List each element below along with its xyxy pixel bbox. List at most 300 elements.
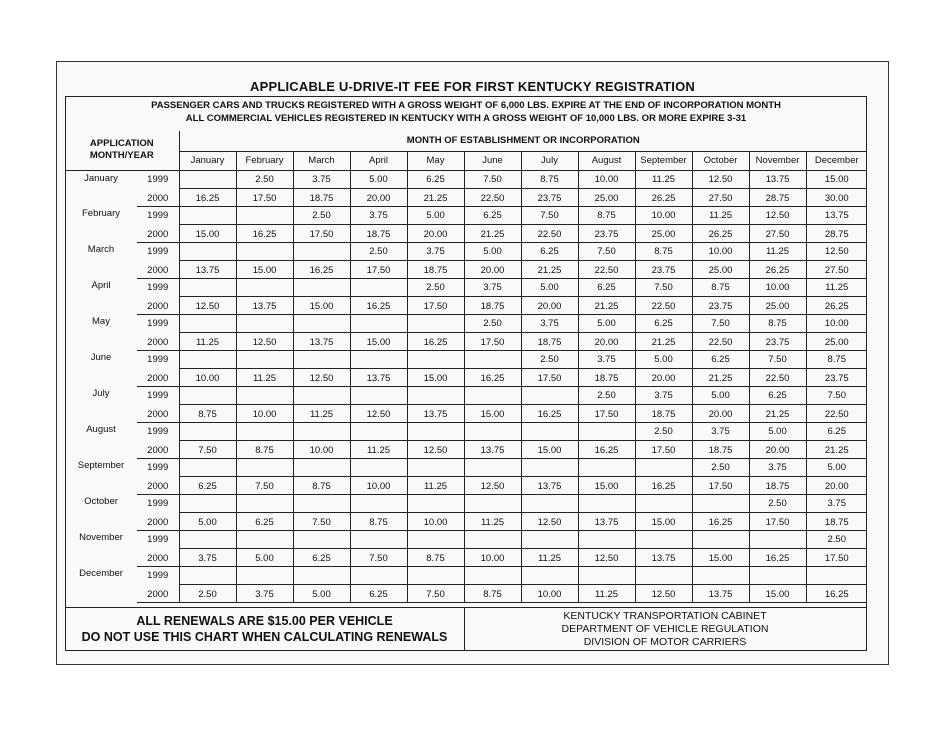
application-year: 2000 xyxy=(137,440,179,458)
fee-cell xyxy=(179,386,236,404)
fee-cell: 12.50 xyxy=(578,548,635,566)
fee-cell: 16.25 xyxy=(521,404,578,422)
fee-cell: 21.25 xyxy=(635,332,692,350)
fee-cell: 3.75 xyxy=(806,494,867,512)
fee-cell: 13.75 xyxy=(293,332,350,350)
fee-cell: 5.00 xyxy=(179,512,236,530)
fee-cell: 3.75 xyxy=(749,458,806,476)
month-year-label: MONTH/YEAR xyxy=(89,150,154,162)
table-row-june-1999 xyxy=(65,350,867,368)
fee-cell xyxy=(692,530,749,548)
application-year: 2000 xyxy=(137,224,179,242)
table-row-may-1999 xyxy=(65,314,867,332)
fee-cell: 28.75 xyxy=(806,224,867,242)
fee-cell: 16.25 xyxy=(578,440,635,458)
fee-cell: 20.00 xyxy=(350,188,407,206)
fee-cell xyxy=(578,422,635,440)
fee-cell xyxy=(293,494,350,512)
fee-cell: 10.00 xyxy=(806,314,867,332)
fee-cell: 12.50 xyxy=(635,584,692,602)
fee-cell: 8.75 xyxy=(179,404,236,422)
fee-cell xyxy=(179,422,236,440)
fee-cell: 7.50 xyxy=(578,242,635,260)
fee-cell: 11.25 xyxy=(521,548,578,566)
fee-cell: 2.50 xyxy=(407,278,464,296)
table-row-november-1999 xyxy=(65,530,867,548)
fee-cell: 16.25 xyxy=(749,548,806,566)
fee-cell xyxy=(521,494,578,512)
fee-cell: 25.00 xyxy=(635,224,692,242)
fee-cell: 18.75 xyxy=(350,224,407,242)
fee-cell: 8.75 xyxy=(692,278,749,296)
fee-cell: 13.75 xyxy=(179,260,236,278)
fee-cell: 16.25 xyxy=(692,512,749,530)
fee-cell xyxy=(806,566,867,584)
fee-cell: 11.25 xyxy=(350,440,407,458)
fee-cell: 11.25 xyxy=(293,404,350,422)
month-header-july: July xyxy=(521,151,578,170)
fee-cell xyxy=(293,350,350,368)
fee-cell: 12.50 xyxy=(179,296,236,314)
fee-cell xyxy=(407,350,464,368)
fee-cell xyxy=(635,530,692,548)
fee-cell: 18.75 xyxy=(293,188,350,206)
fee-cell: 12.50 xyxy=(521,512,578,530)
fee-cell xyxy=(236,278,293,296)
fee-cell: 13.75 xyxy=(350,368,407,386)
fee-cell: 7.50 xyxy=(179,440,236,458)
fee-cell: 15.00 xyxy=(350,332,407,350)
fee-cell xyxy=(236,314,293,332)
fee-cell: 7.50 xyxy=(749,350,806,368)
fee-cell: 27.50 xyxy=(692,188,749,206)
fee-cell xyxy=(293,386,350,404)
application-year: 1999 xyxy=(137,242,179,260)
fee-cell xyxy=(293,530,350,548)
fee-cell xyxy=(635,458,692,476)
fee-cell: 10.00 xyxy=(521,584,578,602)
fee-cell: 20.00 xyxy=(578,332,635,350)
fee-cell: 11.25 xyxy=(407,476,464,494)
application-year: 2000 xyxy=(137,584,179,602)
fee-cell xyxy=(350,278,407,296)
fee-cell xyxy=(578,530,635,548)
application-year: 1999 xyxy=(137,314,179,332)
fee-cell: 5.00 xyxy=(806,458,867,476)
fee-cell: 5.00 xyxy=(350,170,407,188)
fee-cell: 18.75 xyxy=(407,260,464,278)
fee-cell: 17.50 xyxy=(635,440,692,458)
table-row-january-1999 xyxy=(65,170,867,188)
table-row-august-2000 xyxy=(65,440,867,458)
fee-cell: 10.00 xyxy=(179,368,236,386)
table-row-august-1999 xyxy=(65,422,867,440)
month-header-march: March xyxy=(293,151,350,170)
fee-cell: 15.00 xyxy=(578,476,635,494)
fee-cell xyxy=(521,458,578,476)
fee-cell: 15.00 xyxy=(749,584,806,602)
fee-cell xyxy=(179,206,236,224)
fee-cell xyxy=(179,530,236,548)
fee-cell: 12.50 xyxy=(350,404,407,422)
fee-cell xyxy=(464,350,521,368)
fee-cell: 13.75 xyxy=(407,404,464,422)
application-year: 1999 xyxy=(137,566,179,584)
fee-cell: 13.75 xyxy=(464,440,521,458)
fee-cell xyxy=(236,458,293,476)
fee-cell: 20.00 xyxy=(521,296,578,314)
fee-cell xyxy=(350,314,407,332)
fee-cell xyxy=(521,530,578,548)
application-year: 1999 xyxy=(137,206,179,224)
fee-cell: 7.50 xyxy=(350,548,407,566)
application-year: 2000 xyxy=(137,368,179,386)
application-month-november: November xyxy=(79,532,123,543)
fee-cell xyxy=(293,566,350,584)
fee-cell xyxy=(635,566,692,584)
fee-cell: 18.75 xyxy=(578,368,635,386)
page-title: APPLICABLE U-DRIVE-IT FEE FOR FIRST KENTUCKY REGISTRATION xyxy=(250,79,695,94)
fee-cell xyxy=(350,566,407,584)
application-label: APPLICATION xyxy=(89,138,154,150)
fee-cell: 2.50 xyxy=(236,170,293,188)
intro-text xyxy=(65,100,867,125)
application-month-april: April xyxy=(91,280,111,291)
fee-cell: 23.75 xyxy=(578,224,635,242)
fee-cell: 10.00 xyxy=(578,170,635,188)
fee-cell: 3.75 xyxy=(407,242,464,260)
month-of-establishment-header: MONTH OF ESTABLISHMENT OR INCORPORATION xyxy=(179,131,867,151)
fee-cell: 16.25 xyxy=(464,368,521,386)
fee-cell: 8.75 xyxy=(350,512,407,530)
fee-cell: 3.75 xyxy=(635,386,692,404)
month-header-october: October xyxy=(692,151,749,170)
fee-cell: 16.25 xyxy=(407,332,464,350)
fee-cell: 6.25 xyxy=(236,512,293,530)
fee-cell: 13.75 xyxy=(521,476,578,494)
fee-cell: 17.50 xyxy=(407,296,464,314)
fee-cell: 11.25 xyxy=(464,512,521,530)
fee-cell: 15.00 xyxy=(635,512,692,530)
fee-cell: 2.50 xyxy=(521,350,578,368)
renewal-notice xyxy=(65,608,465,651)
fee-cell: 17.50 xyxy=(692,476,749,494)
fee-cell xyxy=(407,386,464,404)
fee-cell: 13.75 xyxy=(749,170,806,188)
month-header-december: December xyxy=(806,151,867,170)
issuer-block xyxy=(465,608,865,653)
fee-cell: 6.25 xyxy=(179,476,236,494)
fee-cell xyxy=(578,458,635,476)
fee-cell: 10.00 xyxy=(749,278,806,296)
table-row-february-1999 xyxy=(65,206,867,224)
fee-cell xyxy=(236,386,293,404)
fee-cell: 8.75 xyxy=(464,584,521,602)
fee-cell: 25.00 xyxy=(692,260,749,278)
fee-cell: 8.75 xyxy=(749,314,806,332)
fee-cell: 15.00 xyxy=(407,368,464,386)
fee-cell xyxy=(464,422,521,440)
fee-cell: 18.75 xyxy=(806,512,867,530)
fee-cell: 2.50 xyxy=(806,530,867,548)
month-header-june: June xyxy=(464,151,521,170)
fee-cell: 12.50 xyxy=(464,476,521,494)
fee-cell xyxy=(749,566,806,584)
issuer-division: DIVISION OF MOTOR CARRIERS xyxy=(583,636,747,648)
fee-cell: 2.50 xyxy=(464,314,521,332)
fee-cell: 16.25 xyxy=(179,188,236,206)
fee-cell: 18.75 xyxy=(521,332,578,350)
fee-cell: 6.25 xyxy=(635,314,692,332)
month-header-january: January xyxy=(179,151,236,170)
fee-cell: 12.50 xyxy=(692,170,749,188)
fee-cell: 28.75 xyxy=(749,188,806,206)
month-header-november: November xyxy=(749,151,806,170)
application-year: 2000 xyxy=(137,476,179,494)
issuer-cabinet: KENTUCKY TRANSPORTATION CABINET xyxy=(563,610,767,622)
fee-cell xyxy=(464,530,521,548)
application-year: 2000 xyxy=(137,512,179,530)
fee-cell: 27.50 xyxy=(806,260,867,278)
fee-cell: 5.00 xyxy=(293,584,350,602)
fee-cell: 25.00 xyxy=(749,296,806,314)
application-year: 2000 xyxy=(137,188,179,206)
fee-cell: 18.75 xyxy=(692,440,749,458)
fee-cell: 15.00 xyxy=(464,404,521,422)
intro-line-2: ALL COMMERCIAL VEHICLES REGISTERED IN KENTUCKY WITH A GROSS WEIGHT OF 10,000 LBS. OR MORE EXPIRE 3-31 xyxy=(185,112,747,124)
fee-cell: 21.25 xyxy=(806,440,867,458)
application-year: 1999 xyxy=(137,278,179,296)
fee-cell: 20.00 xyxy=(635,368,692,386)
fee-cell: 17.50 xyxy=(749,512,806,530)
fee-cell: 17.50 xyxy=(521,368,578,386)
fee-cell: 8.75 xyxy=(806,350,867,368)
fee-cell: 18.75 xyxy=(749,476,806,494)
fee-cell: 17.50 xyxy=(578,404,635,422)
application-month-year-header xyxy=(65,131,179,170)
month-header-row xyxy=(65,151,867,170)
fee-cell: 22.50 xyxy=(692,332,749,350)
fee-cell: 13.75 xyxy=(236,296,293,314)
fee-cell: 20.00 xyxy=(464,260,521,278)
fee-cell: 25.00 xyxy=(578,188,635,206)
fee-cell: 10.00 xyxy=(236,404,293,422)
fee-cell: 13.75 xyxy=(635,548,692,566)
fee-cell: 7.50 xyxy=(692,314,749,332)
fee-cell: 23.75 xyxy=(521,188,578,206)
fee-cell: 7.50 xyxy=(521,206,578,224)
issuer-department: DEPARTMENT OF VEHICLE REGULATION xyxy=(561,623,769,635)
fee-cell: 13.75 xyxy=(806,206,867,224)
fee-cell: 10.00 xyxy=(293,440,350,458)
table-row-april-2000 xyxy=(65,296,867,314)
fee-cell xyxy=(179,350,236,368)
fee-cell: 26.25 xyxy=(806,296,867,314)
fee-cell xyxy=(179,314,236,332)
intro-line-1: PASSENGER CARS AND TRUCKS REGISTERED WITH A GROSS WEIGHT OF 6,000 LBS. EXPIRE AT THE END OF INCORPORATION MONTH xyxy=(151,100,781,111)
fee-cell xyxy=(350,530,407,548)
fee-table xyxy=(65,131,867,603)
fee-cell: 15.00 xyxy=(806,170,867,188)
fee-cell: 5.00 xyxy=(635,350,692,368)
fee-cell: 11.25 xyxy=(179,332,236,350)
fee-cell: 8.75 xyxy=(635,242,692,260)
fee-cell xyxy=(236,350,293,368)
fee-cell: 6.25 xyxy=(806,422,867,440)
month-header-may: May xyxy=(407,151,464,170)
fee-cell: 21.25 xyxy=(521,260,578,278)
application-month-february: February xyxy=(81,208,120,219)
fee-cell: 26.25 xyxy=(635,188,692,206)
fee-cell: 21.25 xyxy=(749,404,806,422)
month-header-august: August xyxy=(578,151,635,170)
fee-cell xyxy=(407,422,464,440)
fee-cell: 12.50 xyxy=(407,440,464,458)
application-month-may: May xyxy=(92,316,110,327)
fee-cell: 7.50 xyxy=(464,170,521,188)
fee-cell: 2.50 xyxy=(635,422,692,440)
application-year: 2000 xyxy=(137,404,179,422)
application-year: 1999 xyxy=(137,458,179,476)
fee-chart-document xyxy=(56,61,889,665)
fee-cell: 6.25 xyxy=(521,242,578,260)
application-year: 1999 xyxy=(137,350,179,368)
fee-cell xyxy=(407,458,464,476)
fee-cell xyxy=(464,386,521,404)
fee-cell: 20.00 xyxy=(407,224,464,242)
application-month-october: October xyxy=(84,496,118,507)
fee-cell: 8.75 xyxy=(578,206,635,224)
fee-cell xyxy=(179,170,236,188)
fee-cell: 26.25 xyxy=(749,260,806,278)
fee-cell xyxy=(692,566,749,584)
table-row-march-2000 xyxy=(65,260,867,278)
fee-cell xyxy=(350,386,407,404)
table-row-january-2000 xyxy=(65,188,867,206)
fee-cell: 5.00 xyxy=(578,314,635,332)
fee-cell: 16.25 xyxy=(236,224,293,242)
fee-table-body xyxy=(65,170,867,602)
fee-cell: 15.00 xyxy=(692,548,749,566)
fee-cell: 23.75 xyxy=(749,332,806,350)
fee-cell xyxy=(749,530,806,548)
fee-cell: 2.50 xyxy=(350,242,407,260)
fee-cell: 13.75 xyxy=(578,512,635,530)
fee-cell xyxy=(521,422,578,440)
renewal-fee-line: ALL RENEWALS ARE $15.00 PER VEHICLE xyxy=(136,614,393,628)
fee-cell: 6.25 xyxy=(407,170,464,188)
fee-cell: 23.75 xyxy=(692,296,749,314)
fee-cell: 18.75 xyxy=(635,404,692,422)
fee-cell: 17.50 xyxy=(350,260,407,278)
application-year: 1999 xyxy=(137,530,179,548)
fee-cell xyxy=(236,494,293,512)
fee-cell: 22.50 xyxy=(464,188,521,206)
fee-cell xyxy=(293,278,350,296)
fee-cell xyxy=(293,242,350,260)
fee-cell xyxy=(521,386,578,404)
fee-cell: 17.50 xyxy=(293,224,350,242)
fee-cell: 22.50 xyxy=(806,404,867,422)
fee-cell xyxy=(179,242,236,260)
application-month-september: September xyxy=(77,460,125,471)
fee-cell: 10.00 xyxy=(635,206,692,224)
fee-cell: 2.50 xyxy=(293,206,350,224)
table-row-october-1999 xyxy=(65,494,867,512)
fee-cell: 10.00 xyxy=(350,476,407,494)
table-row-october-2000 xyxy=(65,512,867,530)
fee-cell: 3.75 xyxy=(578,350,635,368)
application-month-january: January xyxy=(84,172,118,184)
fee-cell: 21.25 xyxy=(407,188,464,206)
fee-cell: 2.50 xyxy=(749,494,806,512)
month-header-september: September xyxy=(635,151,692,170)
fee-cell xyxy=(236,566,293,584)
fee-cell: 7.50 xyxy=(407,584,464,602)
fee-cell: 7.50 xyxy=(635,278,692,296)
fee-cell: 2.50 xyxy=(692,458,749,476)
table-row-december-2000 xyxy=(65,584,867,602)
fee-cell: 11.25 xyxy=(236,368,293,386)
table-row-september-2000 xyxy=(65,476,867,494)
application-year: 1999 xyxy=(137,170,179,188)
fee-cell xyxy=(293,422,350,440)
fee-cell xyxy=(236,422,293,440)
fee-cell: 15.00 xyxy=(521,440,578,458)
application-year: 2000 xyxy=(137,548,179,566)
fee-cell: 5.00 xyxy=(464,242,521,260)
fee-cell: 8.75 xyxy=(521,170,578,188)
fee-cell xyxy=(692,494,749,512)
fee-cell: 12.50 xyxy=(293,368,350,386)
month-header-april: April xyxy=(350,151,407,170)
application-year: 1999 xyxy=(137,494,179,512)
fee-cell: 12.50 xyxy=(806,242,867,260)
fee-cell: 11.25 xyxy=(692,206,749,224)
fee-cell: 11.25 xyxy=(749,242,806,260)
fee-cell: 5.00 xyxy=(749,422,806,440)
fee-cell: 15.00 xyxy=(236,260,293,278)
fee-cell xyxy=(236,530,293,548)
fee-cell: 16.25 xyxy=(293,260,350,278)
fee-cell xyxy=(179,278,236,296)
table-row-february-2000 xyxy=(65,224,867,242)
fee-cell xyxy=(236,242,293,260)
fee-cell: 21.25 xyxy=(578,296,635,314)
application-month-august: August xyxy=(86,424,116,435)
fee-cell: 7.50 xyxy=(236,476,293,494)
fee-cell: 6.25 xyxy=(464,206,521,224)
fee-cell: 18.75 xyxy=(464,296,521,314)
fee-cell xyxy=(578,566,635,584)
application-year: 1999 xyxy=(137,422,179,440)
fee-cell xyxy=(407,566,464,584)
fee-cell: 6.25 xyxy=(578,278,635,296)
fee-cell: 16.25 xyxy=(635,476,692,494)
table-row-may-2000 xyxy=(65,332,867,350)
fee-cell xyxy=(179,494,236,512)
fee-cell: 25.00 xyxy=(806,332,867,350)
fee-cell xyxy=(578,494,635,512)
fee-cell: 12.50 xyxy=(236,332,293,350)
fee-cell xyxy=(350,422,407,440)
fee-cell: 5.00 xyxy=(407,206,464,224)
fee-cell: 5.00 xyxy=(521,278,578,296)
fee-cell: 10.00 xyxy=(464,548,521,566)
table-row-april-1999 xyxy=(65,278,867,296)
fee-cell: 3.75 xyxy=(179,548,236,566)
application-year: 1999 xyxy=(137,386,179,404)
